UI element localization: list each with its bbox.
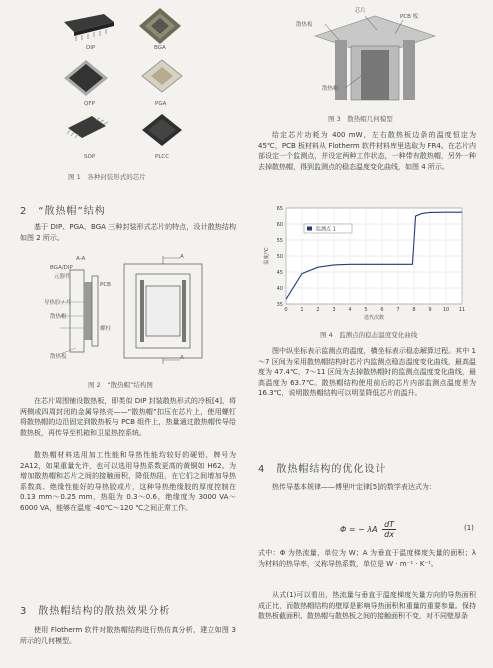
x-tick-label: 8 (412, 307, 416, 313)
figure-2-caption: 图 2 “散热帽”结构图 (88, 381, 153, 389)
formula-numerator: dT (384, 520, 395, 529)
formula-lhs: Φ = − λA (340, 525, 378, 534)
fig2-label-bga: BGA/DIP (50, 265, 73, 271)
dip-chip-image (60, 8, 116, 42)
pga-chip-image (138, 56, 186, 98)
section-2-heading: 2 “散热帽”结构 (20, 206, 106, 217)
x-axis-label: 迭代次数 (363, 315, 385, 321)
x-tick-label: 1 (300, 307, 304, 313)
figure-1-caption: 图 1 各种封装形式的芯片 (68, 173, 146, 181)
section-2-para-1: 基于 DIP、PGA、BGA 三种封装形式芯片的特点，设计散热结构如图 2 所示。 (20, 223, 236, 242)
dip-label: DIP (86, 45, 96, 51)
x-tick-label: 10 (442, 307, 450, 313)
sop-label: SOP (84, 154, 96, 160)
formula-number: (1) (464, 524, 474, 532)
section-4-heading: 4 散热帽结构的优化设计 (258, 464, 387, 475)
x-tick-label: 0 (284, 307, 288, 313)
legend-swatch (307, 227, 312, 231)
section-2-para-3: 散热帽材料选用加工性能和导热性能均较好的硬铝，牌号为 2A12，如果重量允许，也可以选用导热系数更高的黄铜如 H62。为增加散热帽和芯片之间的接触面积，降低热阻，在它们之间增加导热系数高、绝缘性能好的导热胶或片，这种导热绝缘胶的厚度控制在 0.13 mm～0.25 mm，热阻为 0.3～0.6，绝缘度为 3000 VA～6000 VA，能够在温度 -40℃～120 ℃之间正常工作。 (20, 451, 236, 512)
fig3-label-pcb: PCB 板 (400, 14, 419, 20)
x-tick-label: 5 (364, 307, 368, 313)
pga-label: PGA (155, 101, 167, 107)
y-tick-label: 55 (276, 238, 283, 244)
sop-chip-image (62, 110, 112, 150)
fig2-label-chip: 元器件 (54, 274, 71, 280)
figure-4-caption: 图 4 监测点的稳态温度变化曲线 (320, 331, 418, 339)
x-tick-label: 9 (428, 307, 432, 313)
fig2-label-plate: 导热胶 / 片 (44, 300, 72, 306)
qfp-chip-image (60, 56, 112, 100)
x-tick-label: 7 (396, 307, 400, 313)
y-axis-label: 温度/℃ (264, 247, 270, 265)
section-4-para-1: 热传导基本规律——傅里叶定律[5]的数学表达式为： (272, 483, 436, 491)
fig2-label-a-top: A (180, 254, 184, 260)
bga-chip-image (135, 4, 185, 48)
legend-label: 监测点 1 (316, 226, 336, 233)
fig2-label-pcb: PCB (100, 282, 111, 288)
y-tick-label: 45 (276, 270, 283, 276)
y-tick-label: 50 (276, 254, 283, 260)
section-3-para-3: 图中纵坐标表示监测点的温度，横坐标表示稳态解算过程。其中 1～7 区间为采用散热帽结构时芯片内监测点稳态温度变化曲线，最高温度为 47.4℃，7～11 区间为去掉散热帽时的监测点温度变化曲线，最高温度为 63.7℃。散热帽结构使用前后的芯片内部监测点温度差为 16.3℃，说明散热帽结构可以明显降低芯片的温升。 (258, 347, 476, 398)
formula-1 (340, 520, 396, 539)
figure-3-model (295, 6, 445, 106)
section-3-para-1: 使用 Flotherm 软件对散热帽结构进行热仿真分析，建立如图 3 所示的几何模型。 (20, 626, 236, 645)
fig2-label-aa: A-A (76, 256, 86, 262)
section-4-para-2: 式中：Φ 为热流量，单位为 W；A 为垂直于温度梯度矢量的面积；λ 为材料的热导率，又称导热系数，单位是 W · m⁻¹ · K⁻¹。 (258, 549, 476, 568)
y-tick-label: 35 (276, 302, 283, 308)
fig2-label-a-bottom: A (180, 355, 184, 361)
section-4-para-3: 从式(1)可以看出，热流量与垂直于温度梯度矢量方向的导热面积成正比，而散热帽结构的壁厚是影响导热面积和重量的重要参量。保持散热板截面积、散热帽与散热板之间的接触面积不变，对不同壁厚条 (258, 591, 476, 621)
fig2-label-sink: 散热板 (50, 354, 67, 360)
section-3-heading: 3 散热帽结构的散热效果分析 (20, 606, 171, 617)
plcc-label: PLCC (155, 154, 170, 160)
plcc-chip-image (138, 110, 186, 152)
fig3-label-sink-board: 散热板 (296, 22, 313, 28)
section-2-para-2: 在芯片周围铺设散热板，即类似 DIP 封装散热形式的冷板[4]，将两侧或四周封闭的金属导热壳——“散热帽”扣压在芯片上，使用螺钉将散热帽的边沿固定到散热板与 PCB 组件上，热量通过散热帽传导给散热板，再传导至机箱和卫星热控系统。 (20, 397, 236, 437)
y-tick-label: 60 (276, 222, 283, 228)
fig2-label-screw: 螺柱 (100, 326, 112, 332)
bga-label: BGA (154, 45, 166, 51)
x-tick-label: 11 (458, 307, 466, 313)
x-tick-label: 4 (348, 307, 352, 313)
qfp-label: QFP (84, 101, 95, 107)
formula-denominator: dx (384, 530, 394, 539)
figure-3-caption: 图 3 散热帽几何模型 (328, 115, 393, 123)
fig2-label-cap: 散热帽 (50, 314, 67, 320)
y-tick-label: 40 (276, 286, 283, 292)
fig3-label-cap: 散热帽 (322, 86, 339, 92)
temperature-chart (262, 200, 472, 328)
y-tick-label: 65 (276, 206, 283, 212)
x-tick-label: 2 (316, 307, 320, 313)
x-tick-label: 3 (332, 307, 336, 313)
x-tick-label: 6 (380, 307, 384, 313)
fig3-label-chip: 芯片 (355, 8, 367, 14)
section-3-para-2: 给定芯片功耗为 400 mW，左右散热板边条的温度恒定为 45℃，PCB 板材料从 Flotherm 软件材料库里选取为 FR4。在芯片内部设定一个监测点，并设定两种工作状态，一种带有散热帽，另外一种去掉散热帽，得到监测点的稳态温度变化曲线，如图 4 所示。 (258, 131, 476, 171)
